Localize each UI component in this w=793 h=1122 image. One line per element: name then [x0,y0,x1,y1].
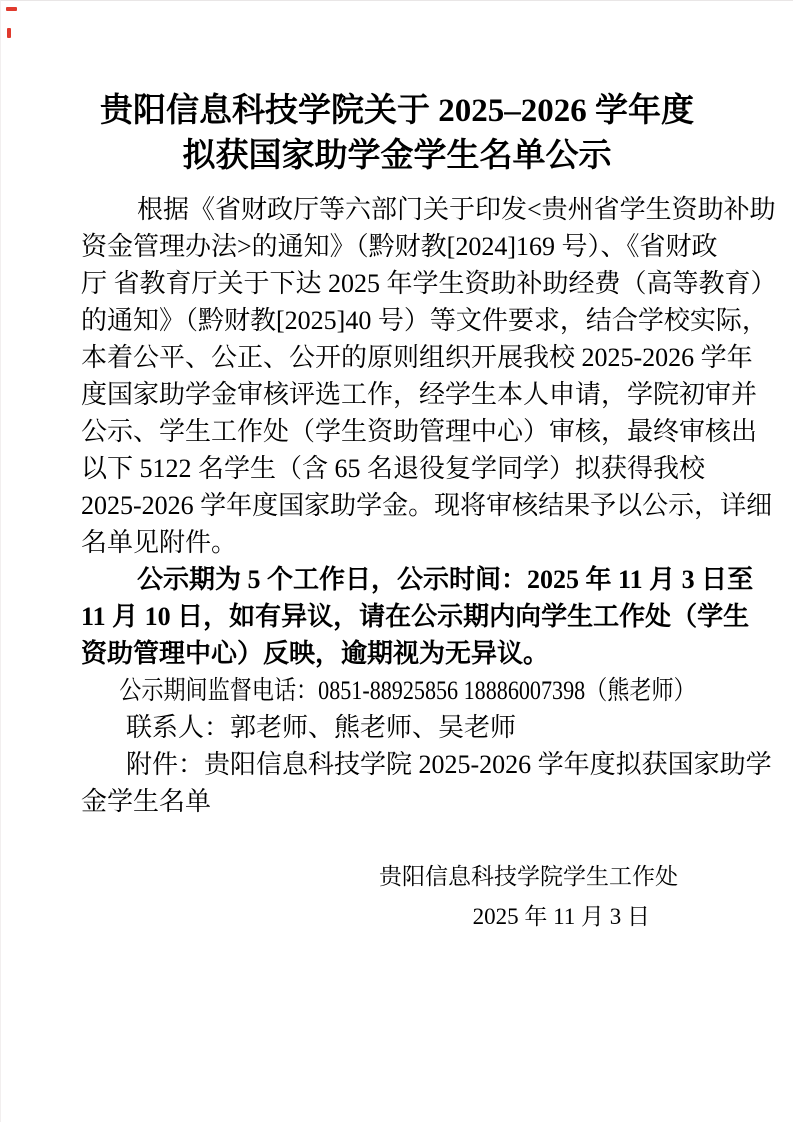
document-body [81,191,777,937]
title-line-1: 贵阳信息科技学院关于 2025–2026 学年度 [100,93,694,129]
text-line: 附件：贵阳信息科技学院 2025-2026 学年度拟获国家助学 [126,750,772,779]
text-line: 名单见附件。 [81,528,238,557]
text-line: 度国家助学金审核评选工作，经学生本人申请，学院初审并 [81,380,758,409]
scan-mark-vertical [7,28,11,38]
text-line: 资助管理中心）反映，逾期视为无异议。 [81,639,550,668]
signature-date: 2025 年 11 月 3 日 [472,904,650,929]
opening-paragraph [81,191,777,561]
text-line: 根据《省财政厅等六部门关于印发<贵州省学生资助补助 [137,195,776,224]
supervision-phone-line: 公示期间监督电话：0851-88925856 18886007398（熊老师） [119,676,696,705]
text-line: 公示期为 5 个工作日，公示时间：2025 年 11 月 3 日至 [137,565,754,594]
text-line: 11 月 10 日，如有异议，请在公示期内向学生工作处（学生 [81,602,750,631]
text-line: 以下 5122 名学生（含 65 名退役复学同学）拟获得我校 [81,454,706,483]
blank-line [81,820,712,857]
text-line: 的通知》（黔财教[2025]40 号）等文件要求，结合学校实际， [81,306,768,335]
text-line: 公示、学生工作处（学生资助管理中心）审核，最终审核出 [81,417,758,446]
text-line: 2025-2026 学年度国家助学金。现将审核结果予以公示，详细 [81,491,773,520]
publicity-period-paragraph [81,561,754,672]
scan-mark-horizontal [6,7,17,11]
document-title [81,89,713,179]
contacts-line: 联系人：郭老师、熊老师、吴老师 [126,713,517,742]
text-line: 金学生名单 [81,787,212,816]
text-line: 资金管理办法>的通知》（黔财教[2024]169 号）、《省财政 [81,232,718,261]
attachment-note [81,746,772,820]
text-line: 厅 省教育厅关于下达 2025 年学生资助补助经费（高等教育） [81,269,777,298]
text-line: 本着公平、公正、公开的原则组织开展我校 2025-2026 学年 [81,343,753,372]
signature-department: 贵阳信息科技学院学生工作处 [379,864,678,889]
title-line-2: 拟获国家助学金学生名单公示 [182,138,612,174]
